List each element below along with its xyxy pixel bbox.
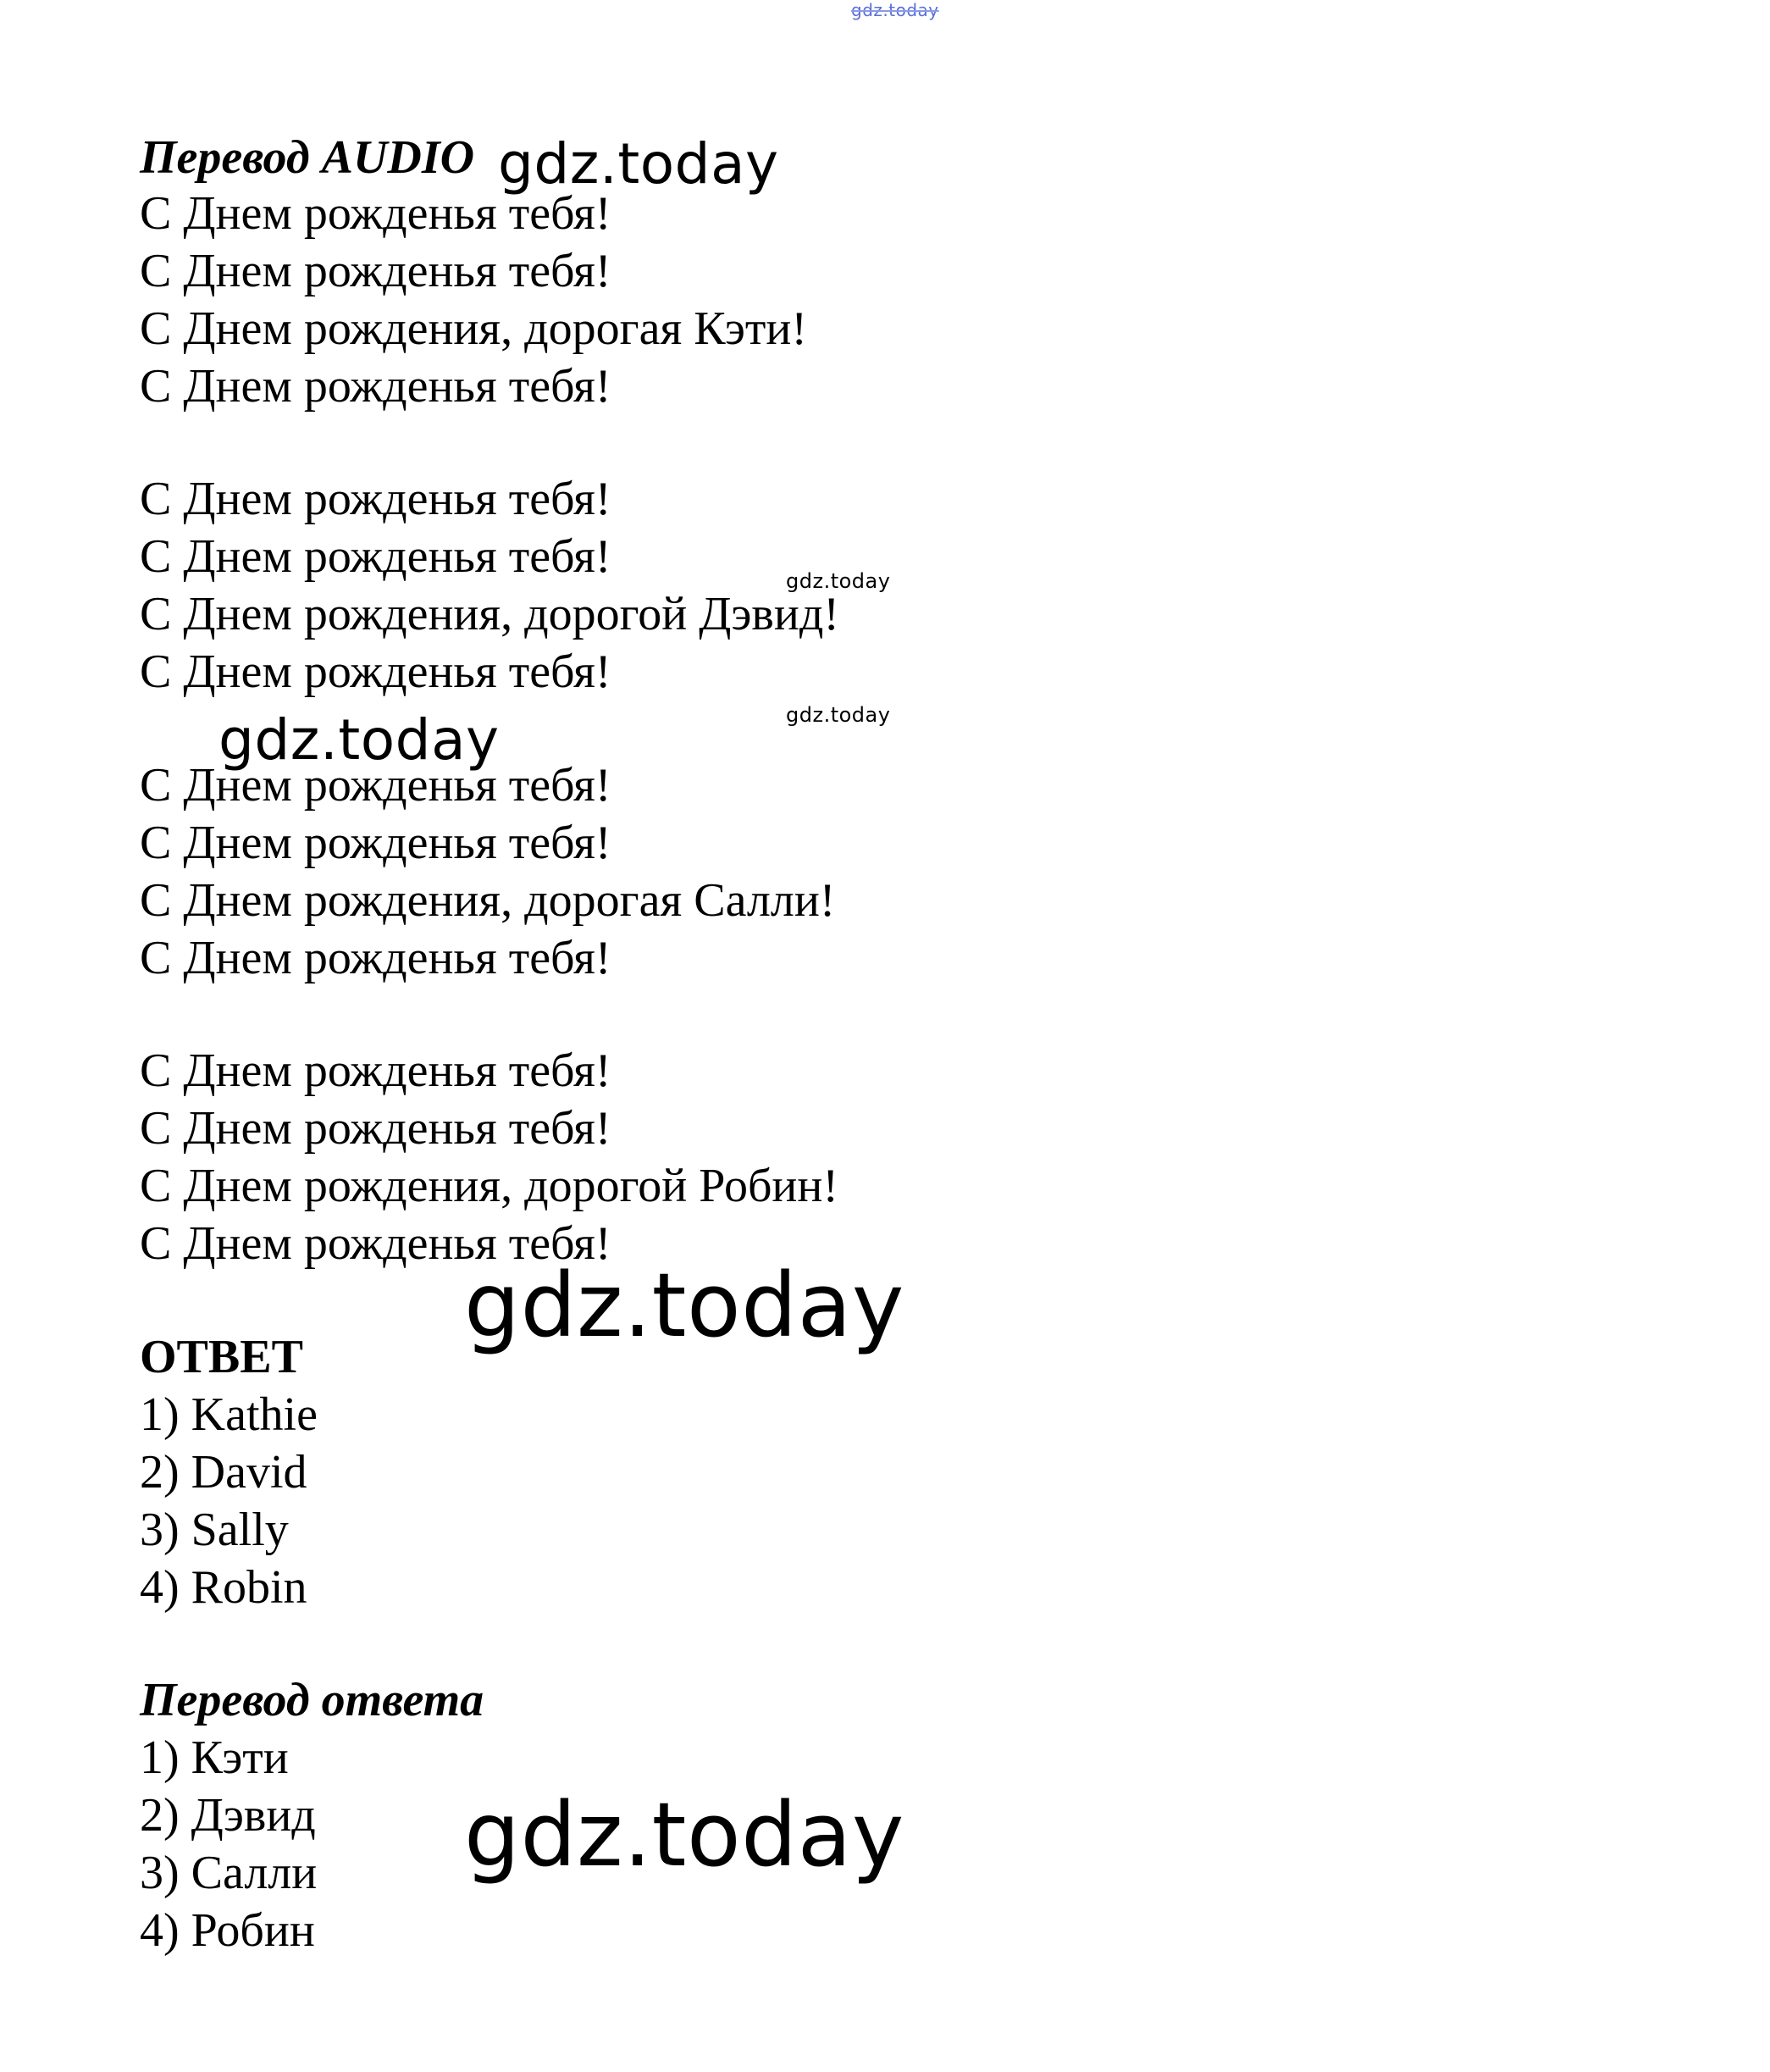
verse-1-line-4: С Днем рожденья тебя! (140, 360, 611, 413)
verse-4-line-1: С Днем рожденья тебя! (140, 1044, 611, 1097)
watermark-small-1: gdz.today (786, 569, 891, 593)
watermark-large-2: gdz.today (464, 1783, 904, 1886)
verse-2-line-1: С Днем рожденья тебя! (140, 473, 611, 525)
translation-item-3: 3) Салли (140, 1847, 318, 1899)
watermark-top: gdz.today (851, 0, 939, 20)
answer-item-1: 1) Kathie (140, 1388, 318, 1441)
section-title-audio: Перевод AUDIO (140, 131, 475, 184)
verse-1-line-3: С Днем рождения, дорогая Кэти! (140, 302, 807, 355)
answer-item-2: 2) David (140, 1446, 307, 1499)
translation-item-4: 4) Робин (140, 1904, 315, 1957)
verse-4-line-4: С Днем рожденья тебя! (140, 1217, 611, 1270)
watermark-title: gdz.today (498, 131, 779, 197)
verse-1-line-1: С Днем рожденья тебя! (140, 187, 611, 240)
translation-item-1: 1) Кэти (140, 1731, 289, 1784)
answer-item-4: 4) Robin (140, 1561, 307, 1614)
translation-heading: Перевод ответа (140, 1674, 484, 1726)
verse-3-line-1: С Днем рожденья тебя! (140, 759, 611, 812)
verse-2-line-2: С Днем рожденья тебя! (140, 530, 611, 583)
answer-heading: ОТВЕТ (140, 1331, 303, 1383)
verse-1-line-2: С Днем рожденья тебя! (140, 245, 611, 297)
verse-2-line-3: С Днем рождения, дорогой Дэвид! (140, 588, 839, 640)
watermark-verse-3: gdz.today (218, 707, 500, 773)
translation-item-2: 2) Дэвид (140, 1789, 316, 1842)
watermark-small-2: gdz.today (786, 703, 891, 727)
verse-3-line-3: С Днем рождения, дорогая Салли! (140, 874, 836, 927)
verse-3-line-2: С Днем рожденья тебя! (140, 817, 611, 869)
watermark-large-1: gdz.today (464, 1254, 904, 1357)
verse-3-line-4: С Днем рожденья тебя! (140, 932, 611, 984)
answer-item-3: 3) Sally (140, 1504, 289, 1556)
verse-4-line-3: С Днем рождения, дорогой Робин! (140, 1160, 839, 1212)
verse-2-line-4: С Днем рожденья тебя! (140, 645, 611, 698)
verse-4-line-2: С Днем рожденья тебя! (140, 1102, 611, 1155)
